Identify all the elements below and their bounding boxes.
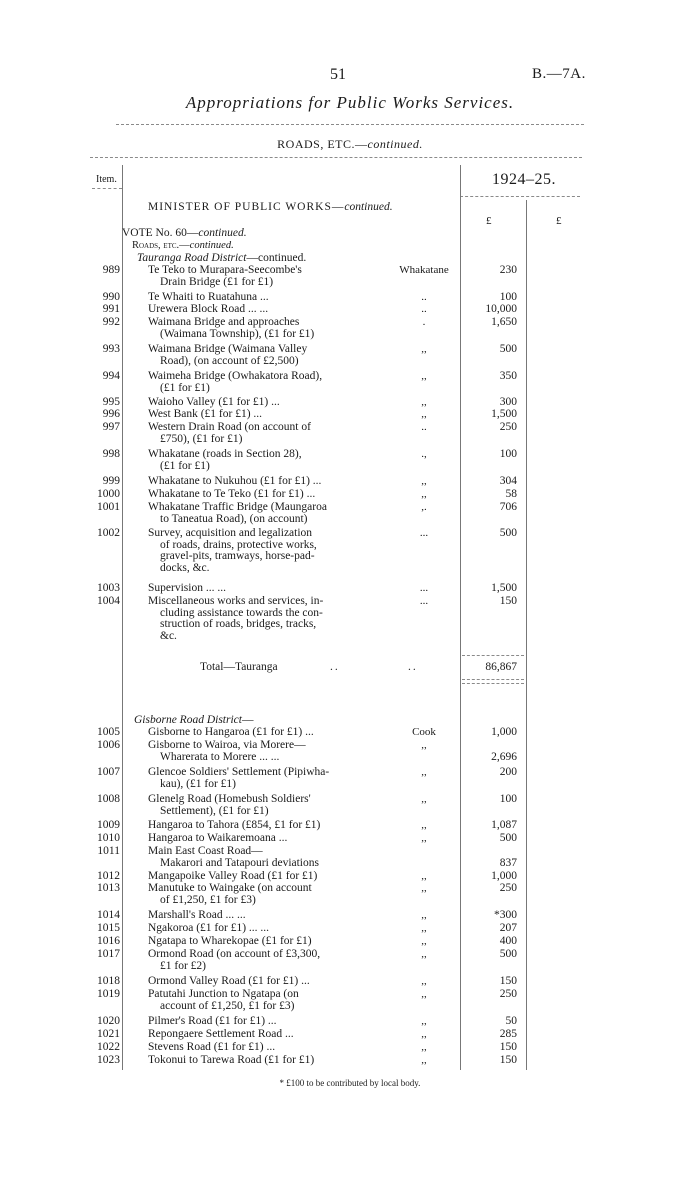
description-line: Glenelg Road (Homebush Soldiers' — [148, 793, 311, 805]
description-line: Drain Bridge (£1 for £1) — [160, 275, 274, 288]
description-line: kau), (£1 for £1) — [160, 777, 237, 790]
item-amount: 500 — [499, 343, 517, 355]
item-number: 990 — [102, 291, 120, 303]
item-number: 1012 — [97, 870, 120, 882]
electoral-district: ,, — [421, 819, 427, 831]
item-amount: 1,087 — [491, 819, 517, 831]
description-line: cluding assistance towards the con- — [160, 606, 323, 619]
electoral-district: ,, — [421, 1028, 427, 1040]
item-amount: 1,500 — [491, 582, 517, 594]
electoral-district: ,, — [421, 396, 427, 408]
leader-dots: .. — [330, 661, 340, 673]
item-number: 1006 — [97, 739, 120, 751]
item-number: 1000 — [97, 488, 120, 500]
item-amount: 150 — [499, 975, 517, 987]
electoral-district: ... — [419, 595, 429, 607]
item-amount: 10,000 — [485, 303, 517, 315]
item-description — [148, 949, 376, 972]
description-line: account of £1,250, £1 for £3) — [160, 999, 295, 1012]
item-description — [148, 344, 376, 367]
item-description — [148, 596, 376, 642]
item-number: 993 — [102, 343, 120, 355]
item-amount: 230 — [499, 264, 517, 276]
electoral-district: ,, — [421, 1054, 427, 1066]
vote-heading: VOTE No. 60—continued. — [122, 227, 247, 239]
item-number: 1009 — [97, 819, 120, 831]
table-top-rule — [90, 157, 582, 158]
description-line: Road), (on account of £2,500) — [160, 354, 299, 367]
electoral-district: .. — [421, 291, 427, 303]
item-number: 1013 — [97, 882, 120, 894]
electoral-district: ,, — [421, 739, 427, 751]
description-line: Te Teko to Murapara-Seecombe's — [148, 264, 302, 276]
electoral-district: . — [422, 316, 426, 328]
description-line: gravel-pits, tramways, horse-pad- — [160, 550, 315, 563]
currency-symbol: £ — [556, 215, 562, 227]
item-description — [148, 1016, 376, 1028]
item-number: 1021 — [97, 1028, 120, 1040]
item-amount: 100 — [499, 793, 517, 805]
description-line: Whakatane Traffic Bridge (Maungaroa — [148, 501, 327, 513]
item-number: 1004 — [97, 595, 120, 607]
item-description — [148, 489, 376, 501]
item-amount: 300 — [499, 396, 517, 408]
item-description — [148, 449, 376, 472]
description-line: Whakatane (roads in Section 28), — [148, 448, 302, 460]
item-amount: 1,650 — [491, 316, 517, 328]
item-amount: 150 — [499, 595, 517, 607]
item-number: 1016 — [97, 935, 120, 947]
item-number: 996 — [102, 408, 120, 420]
item-number: 1011 — [97, 845, 120, 857]
item-description — [148, 476, 376, 488]
item-column-header: Item. — [96, 174, 117, 185]
total-label: Total—Tauranga — [200, 661, 278, 673]
description-line: Makarori and Tatapouri deviations — [160, 856, 319, 869]
description-line: Ngakoroa (£1 for £1) ... ... — [148, 922, 270, 934]
item-number: 1001 — [97, 501, 120, 513]
amount-column-rule-right — [526, 200, 527, 1070]
item-description — [148, 304, 376, 316]
item-description — [148, 583, 376, 595]
electoral-district: ,, — [421, 1041, 427, 1053]
item-amount: 350 — [499, 370, 517, 382]
description-line: Wharerata to Morere ... ... — [160, 750, 280, 763]
item-number: 1005 — [97, 726, 120, 738]
item-description — [148, 976, 376, 988]
total-under-rule — [462, 683, 524, 684]
electoral-district: ,. — [421, 501, 427, 513]
item-amount: 500 — [499, 948, 517, 960]
description-line: of £1,250, £1 for £3) — [160, 893, 256, 906]
document-reference: B.—7A. — [532, 66, 586, 82]
footnote: * £100 to be contributed by local body. — [279, 1078, 421, 1088]
description-line: Main East Coast Road— — [148, 845, 263, 857]
item-amount: 500 — [499, 832, 517, 844]
currency-symbol: £ — [486, 215, 492, 227]
item-description — [148, 265, 376, 288]
section-subtitle: ROADS, ETC.—continued. — [277, 137, 423, 151]
electoral-district: ,, — [421, 832, 427, 844]
item-number: 1015 — [97, 922, 120, 934]
item-number: 1014 — [97, 909, 120, 921]
item-description — [148, 528, 376, 574]
page-title: Appropriations for Public Works Services. — [185, 93, 515, 112]
description-line: (£1 for £1) — [160, 381, 210, 394]
item-amount: 285 — [499, 1028, 517, 1040]
description-line: Hangaroa to Tahora (£854, £1 for £1) — [148, 819, 321, 831]
description-line: Te Whaiti to Ruatahuna ... — [148, 291, 269, 303]
item-amount: 58 — [505, 488, 517, 500]
description-line: Whakatane to Nukuhou (£1 for £1) ... — [148, 475, 322, 487]
electoral-district: ,, — [421, 870, 427, 882]
electoral-district: ,, — [421, 766, 427, 778]
electoral-district: ,, — [421, 935, 427, 947]
description-line: &c. — [160, 629, 177, 642]
item-amount: 500 — [499, 527, 517, 539]
electoral-district: ,, — [421, 343, 427, 355]
item-description — [148, 727, 376, 739]
description-line: Gisborne to Wairoa, via Morere— — [148, 739, 306, 751]
item-description — [148, 292, 376, 304]
electoral-district: Whakatane — [399, 264, 449, 276]
item-number: 1010 — [97, 832, 120, 844]
item-amount: 2,696 — [491, 750, 517, 763]
item-description — [148, 1042, 376, 1054]
gisborne-district-heading: Gisborne Road District— — [134, 714, 254, 726]
item-amount: 400 — [499, 935, 517, 947]
item-description — [148, 1055, 376, 1067]
item-number: 997 — [102, 421, 120, 433]
item-number: 1019 — [97, 988, 120, 1000]
electoral-district: ,, — [421, 975, 427, 987]
item-number: 992 — [102, 316, 120, 328]
item-description — [148, 409, 376, 421]
description-line: Survey, acquisition and legalization — [148, 527, 313, 539]
description-line: (£1 for £1) — [160, 459, 210, 472]
item-amount: 250 — [499, 988, 517, 1000]
item-number: 998 — [102, 448, 120, 460]
description-line: Mangapoike Valley Road (£1 for £1) — [148, 870, 318, 882]
description-line: struction of roads, bridges, tracks, — [160, 618, 317, 631]
item-amount: 1,000 — [491, 726, 517, 738]
item-number: 999 — [102, 475, 120, 487]
item-amount: 1,500 — [491, 408, 517, 420]
page-number: 51 — [330, 66, 346, 83]
description-line: Waioho Valley (£1 for £1) ... — [148, 396, 280, 408]
item-number: 1020 — [97, 1015, 120, 1027]
item-description — [148, 397, 376, 409]
item-number: 1007 — [97, 766, 120, 778]
item-number: 1022 — [97, 1041, 120, 1053]
item-number: 1008 — [97, 793, 120, 805]
item-amount: 706 — [499, 501, 517, 513]
item-description — [148, 422, 376, 445]
electoral-district: ... — [419, 582, 429, 594]
description-line: Pilmer's Road (£1 for £1) ... — [148, 1015, 277, 1027]
description-line: Waimana Bridge (Waimana Valley — [148, 343, 308, 355]
item-amount: 200 — [499, 766, 517, 778]
electoral-district: ,, — [421, 408, 427, 420]
electoral-district: Cook — [412, 726, 436, 738]
item-description — [148, 846, 376, 869]
item-description — [148, 871, 376, 883]
description-line: Supervision ... ... — [148, 582, 226, 594]
item-description — [148, 371, 376, 394]
item-amount: 1,000 — [491, 870, 517, 882]
item-number: 991 — [102, 303, 120, 315]
item-amount: 150 — [499, 1041, 517, 1053]
item-amount: 150 — [499, 1054, 517, 1066]
description-line: Whakatane to Te Teko (£1 for £1) ... — [148, 488, 316, 500]
leader-dots: .. — [408, 661, 418, 673]
item-amount: 304 — [499, 475, 517, 487]
year-header-rule — [460, 196, 580, 197]
description-line: Ngatapa to Wharekopae (£1 for £1) — [148, 935, 312, 947]
item-description — [148, 936, 376, 948]
item-description — [148, 767, 376, 790]
description-line: Urewera Block Road ... ... — [148, 303, 269, 315]
item-amount: 100 — [499, 448, 517, 460]
item-number: 995 — [102, 396, 120, 408]
total-rule — [462, 655, 524, 656]
item-column-rule — [122, 165, 123, 1070]
item-amount: 250 — [499, 882, 517, 894]
electoral-district: ,, — [421, 488, 427, 500]
item-amount: *300 — [494, 909, 517, 921]
description-line: Gisborne to Hangaroa (£1 for £1) ... — [148, 726, 314, 738]
electoral-district: ,, — [421, 909, 427, 921]
item-description — [148, 989, 376, 1012]
item-header-rule — [92, 188, 122, 189]
description-line: Repongaere Settlement Road ... — [148, 1028, 294, 1040]
description-line: £750), (£1 for £1) — [160, 432, 243, 445]
description-line: Waimeha Bridge (Owhakatora Road), — [148, 370, 323, 382]
description-line: Marshall's Road ... ... — [148, 909, 246, 921]
item-amount: 100 — [499, 291, 517, 303]
description-line: Manutuke to Waingake (on account — [148, 882, 312, 894]
electoral-district: ,, — [421, 370, 427, 382]
item-number: 1023 — [97, 1054, 120, 1066]
electoral-district: ., — [421, 448, 427, 460]
description-line: Miscellaneous works and services, in- — [148, 595, 324, 607]
electoral-district: ,, — [421, 793, 427, 805]
item-description — [148, 820, 376, 832]
total-amount: 86,867 — [485, 661, 517, 673]
year-column-header: 1924–25. — [492, 171, 556, 188]
item-amount: 50 — [505, 1015, 517, 1027]
item-description — [148, 317, 376, 340]
description-line: to Taneatua Road), (on account) — [160, 512, 308, 525]
description-line: Ormond Road (on account of £3,300, — [148, 948, 321, 960]
item-number: 1003 — [97, 582, 120, 594]
description-line: Hangaroa to Waikaremoana ... — [148, 832, 288, 844]
description-line: of roads, drains, protective works, — [160, 538, 317, 551]
item-amount: 837 — [499, 856, 517, 869]
description-line: £1 for £2) — [160, 959, 206, 972]
electoral-district: .. — [421, 421, 427, 433]
item-amount: 207 — [499, 922, 517, 934]
description-line: Ormond Valley Road (£1 for £1) ... — [148, 975, 310, 987]
ministry-heading: MINISTER OF PUBLIC WORKS—continued. — [148, 201, 393, 213]
total-under-rule — [462, 679, 524, 680]
item-description — [148, 833, 376, 845]
item-number: 1018 — [97, 975, 120, 987]
description-line: Stevens Road (£1 for £1) ... — [148, 1041, 276, 1053]
item-description — [148, 794, 376, 817]
item-number: 994 — [102, 370, 120, 382]
electoral-district: ,, — [421, 475, 427, 487]
electoral-district: ,, — [421, 988, 427, 1000]
title-rule — [116, 124, 584, 125]
electoral-district: ,, — [421, 948, 427, 960]
description-line: West Bank (£1 for £1) ... — [148, 408, 263, 420]
roads-heading: Roads, etc.—continued. — [132, 240, 234, 251]
description-line: docks, &c. — [160, 561, 210, 574]
item-number: 989 — [102, 264, 120, 276]
item-description — [148, 740, 376, 763]
item-description — [148, 883, 376, 906]
description-line: Waimana Bridge and approaches — [148, 316, 300, 328]
description-line: Glencoe Soldiers' Settlement (Pipiwha- — [148, 766, 330, 778]
description-line: Settlement), (£1 for £1) — [160, 804, 269, 817]
item-amount: 250 — [499, 421, 517, 433]
item-description — [148, 910, 376, 922]
description-line: Western Drain Road (on account of — [148, 421, 311, 433]
description-line: Patutahi Junction to Ngatapa (on — [148, 988, 299, 1000]
description-line: Tokonui to Tarewa Road (£1 for £1) — [148, 1054, 315, 1066]
tauranga-district-heading: Tauranga Road District—continued. — [137, 252, 307, 264]
electoral-district: ,, — [421, 1015, 427, 1027]
electoral-district: ... — [419, 527, 429, 539]
item-number: 1017 — [97, 948, 120, 960]
item-description — [148, 502, 376, 525]
description-line: (Waimana Township), (£1 for £1) — [160, 327, 315, 340]
item-description — [148, 1029, 376, 1041]
item-description — [148, 923, 376, 935]
electoral-district: .. — [421, 303, 427, 315]
electoral-district: ,, — [421, 922, 427, 934]
electoral-district: ,, — [421, 882, 427, 894]
item-number: 1002 — [97, 527, 120, 539]
